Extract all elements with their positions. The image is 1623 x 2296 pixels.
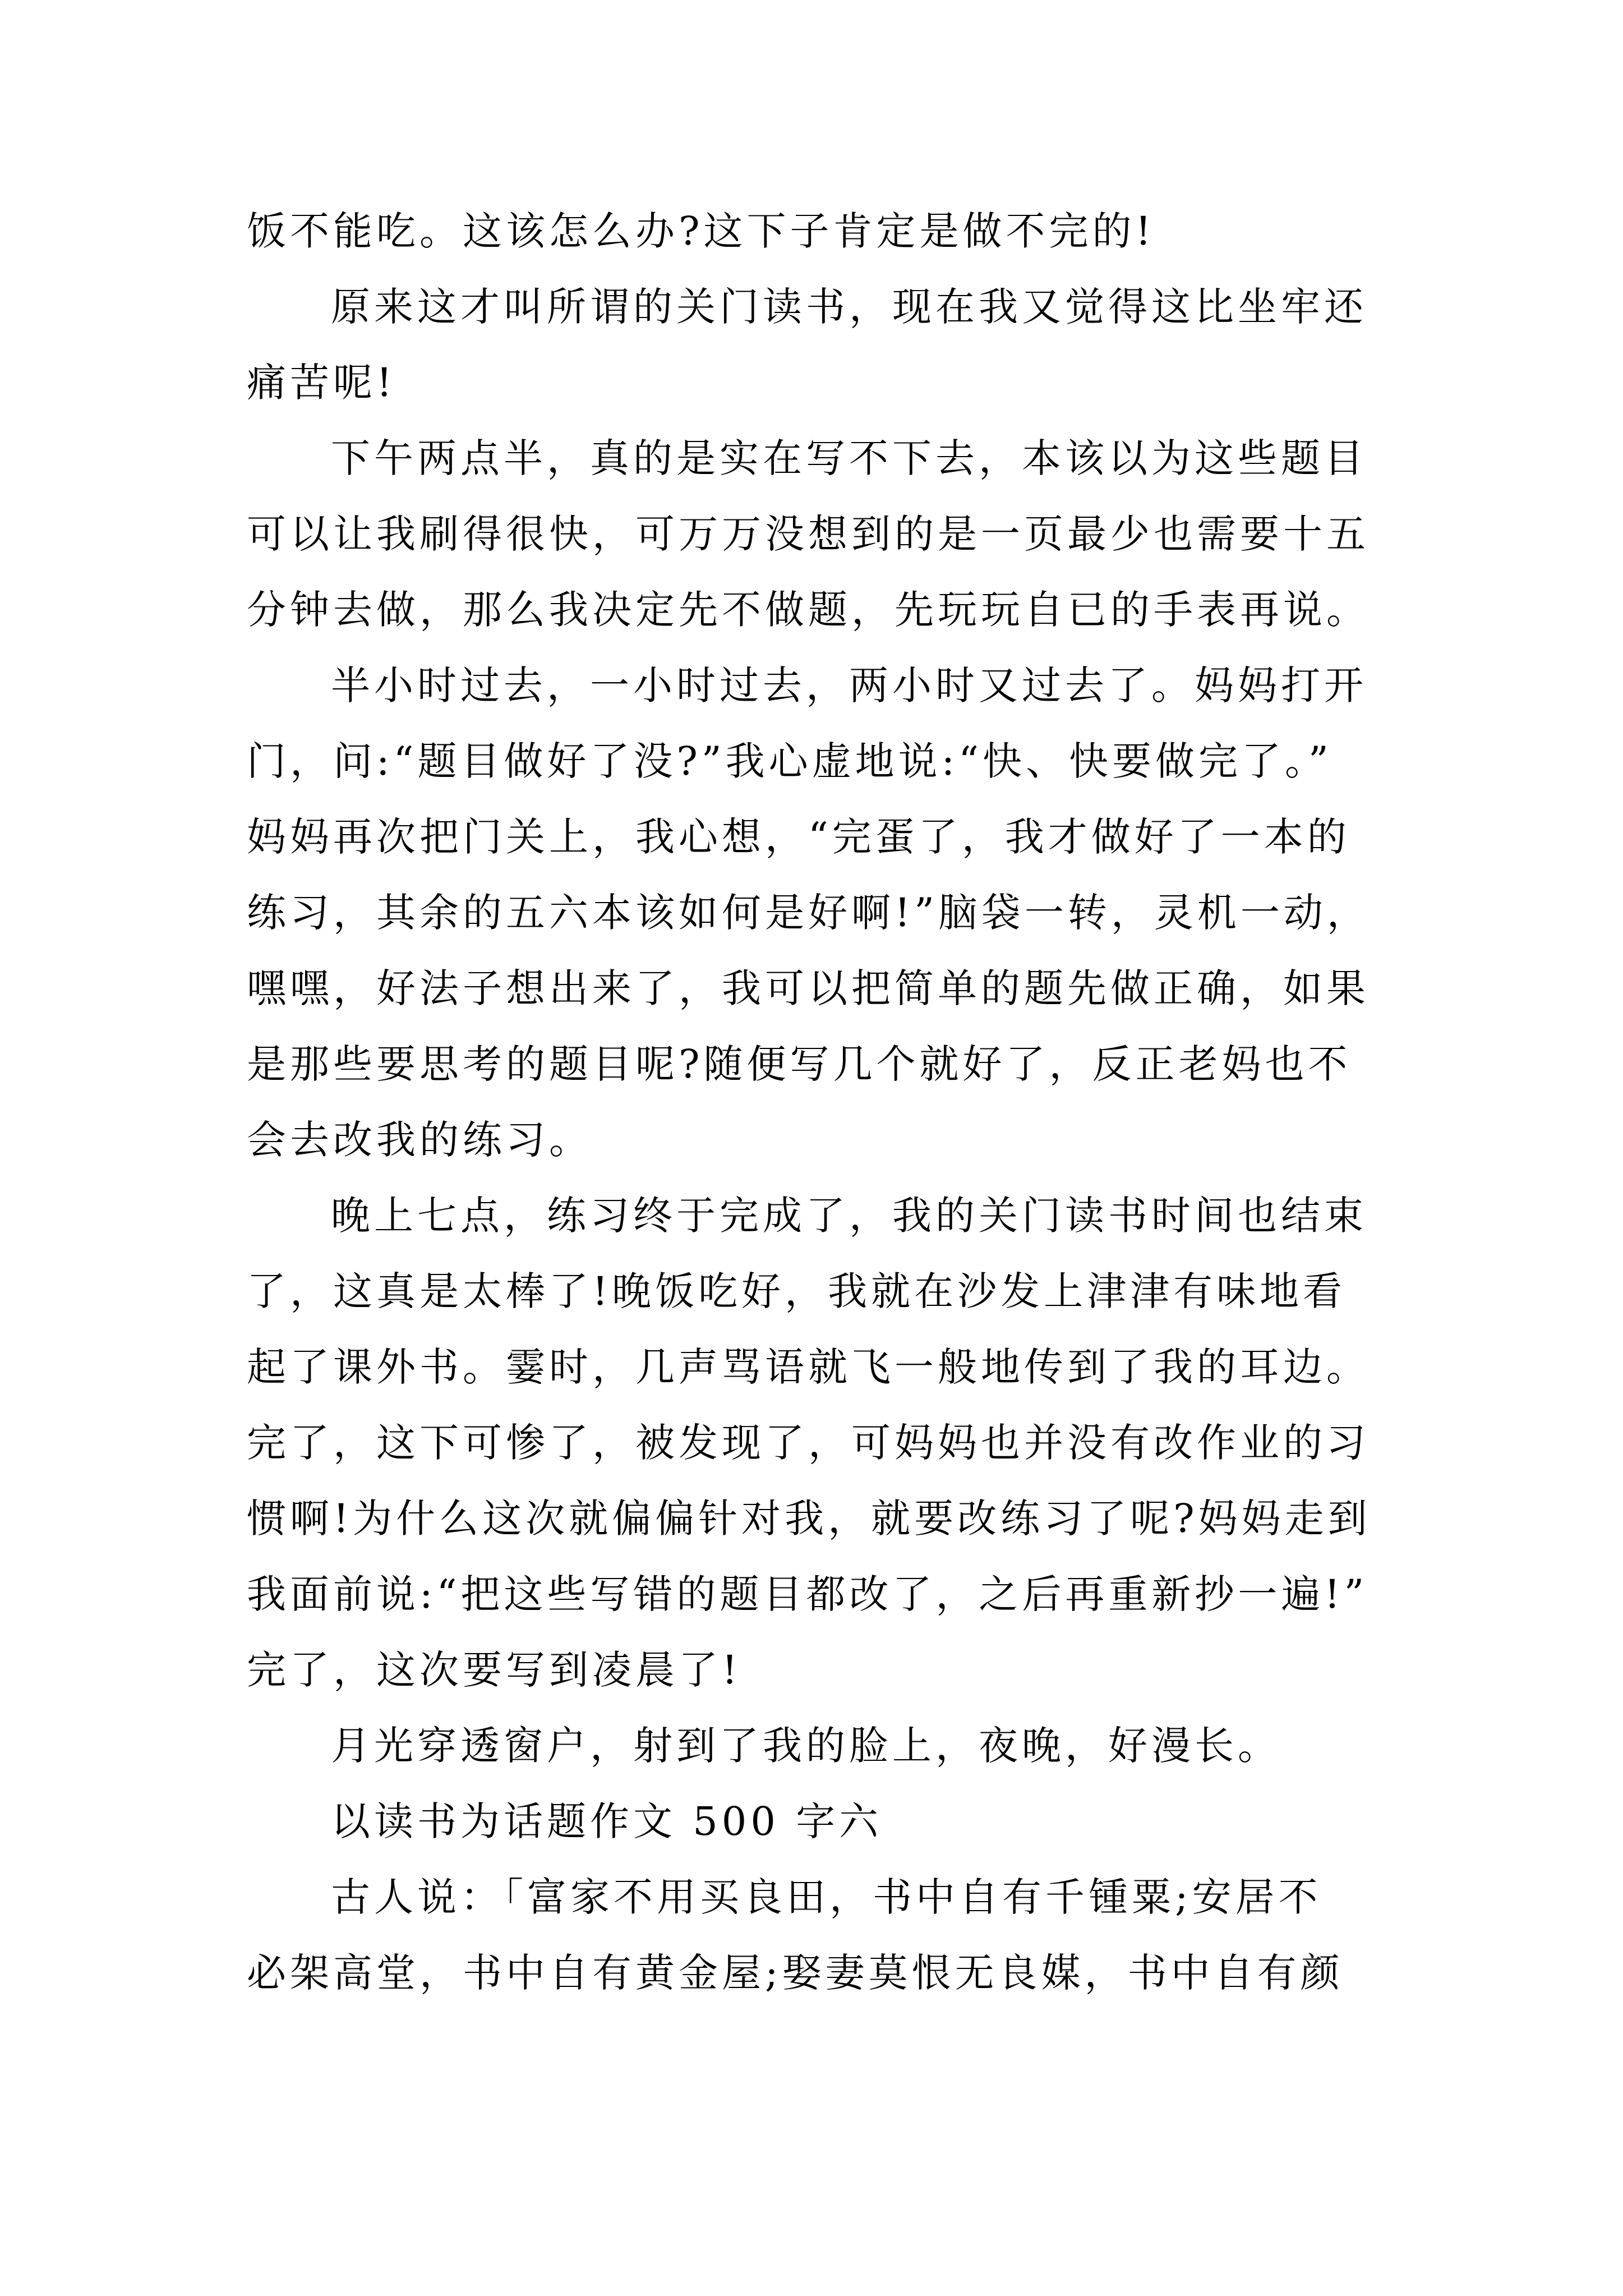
text-line: 可以让我刷得很快，可万万没想到的是一页最少也需要十五 xyxy=(247,511,1370,557)
text-line: 了，这真是太棒了!晚饭吃好，我就在沙发上津津有味地看 xyxy=(247,1268,1347,1314)
paragraph-3 xyxy=(247,421,1413,648)
text-line: 下午两点半，真的是实在写不下去，本该以为这些题目 xyxy=(331,435,1367,481)
paragraph-4 xyxy=(247,648,1413,1178)
text-line: 月光穿透窗户，射到了我的脸上，夜晚，好漫长。 xyxy=(331,1723,1281,1769)
paragraph-5 xyxy=(247,1178,1413,1708)
text-line: 半小时过去，一小时过去，两小时又过去了。妈妈打开 xyxy=(331,662,1367,708)
text-line: 嘿嘿，好法子想出来了，我可以把简单的题先做正确，如果 xyxy=(247,965,1370,1011)
text-line: 必架高堂，书中自有黄金屋;娶妻莫恨无良媒，书中自有颜 xyxy=(247,1950,1344,1996)
text-line: 分钟去做，那么我决定先不做题，先玩玩自已的手表再说。 xyxy=(247,587,1370,633)
text-line: 起了课外书。霎时，几声骂语就飞一般地传到了我的耳边。 xyxy=(247,1344,1370,1390)
paragraph-2 xyxy=(247,269,1413,421)
heading-line: 以读书为话题作文 500 字六 xyxy=(331,1798,883,1844)
paragraph-1 xyxy=(247,194,1413,269)
text-line: 惯啊!为什么这次就偏偏针对我，就要改练习了呢?妈妈走到 xyxy=(247,1496,1371,1542)
text-line: 门，问:“题目做好了没?”我心虚地说:“快、快要做完了。” xyxy=(247,738,1332,784)
text-line: 是那些要思考的题目呢?随便写几个就好了，反正老妈也不 xyxy=(247,1041,1352,1087)
text-line: 原来这才叫所谓的关门读书，现在我又觉得这比坐牢还 xyxy=(331,284,1367,330)
text-line: 完了，这下可惨了，被发现了，可妈妈也并没有改作业的习 xyxy=(247,1420,1370,1466)
text-line: 练习，其余的五六本该如何是好啊!”脑袋一转，灵机一动， xyxy=(247,890,1370,936)
text-line: 会去改我的练习。 xyxy=(247,1117,592,1163)
text-line: 完了，这次要写到凌晨了! xyxy=(247,1647,742,1693)
text-line: 痛苦呢! xyxy=(247,360,396,406)
text-line: 饭不能吃。这该怎么办?这下子肯定是做不完的! xyxy=(247,208,1155,254)
text-line: 我面前说:“把这些写错的题目都改了，之后再重新抄一遍!” xyxy=(247,1571,1368,1617)
text-line: 古人说：「富家不用买良田，书中自有千锺粟;安居不 xyxy=(331,1874,1322,1920)
document-body xyxy=(247,194,1413,2011)
text-line: 妈妈再次把门关上，我心想，“完蛋了，我才做好了一本的 xyxy=(247,814,1350,860)
section-heading xyxy=(247,1784,1413,1860)
paragraph-8 xyxy=(247,1860,1413,2011)
paragraph-6 xyxy=(247,1708,1413,1784)
text-line: 晚上七点，练习终于完成了，我的关门读书时间也结束 xyxy=(331,1193,1367,1239)
